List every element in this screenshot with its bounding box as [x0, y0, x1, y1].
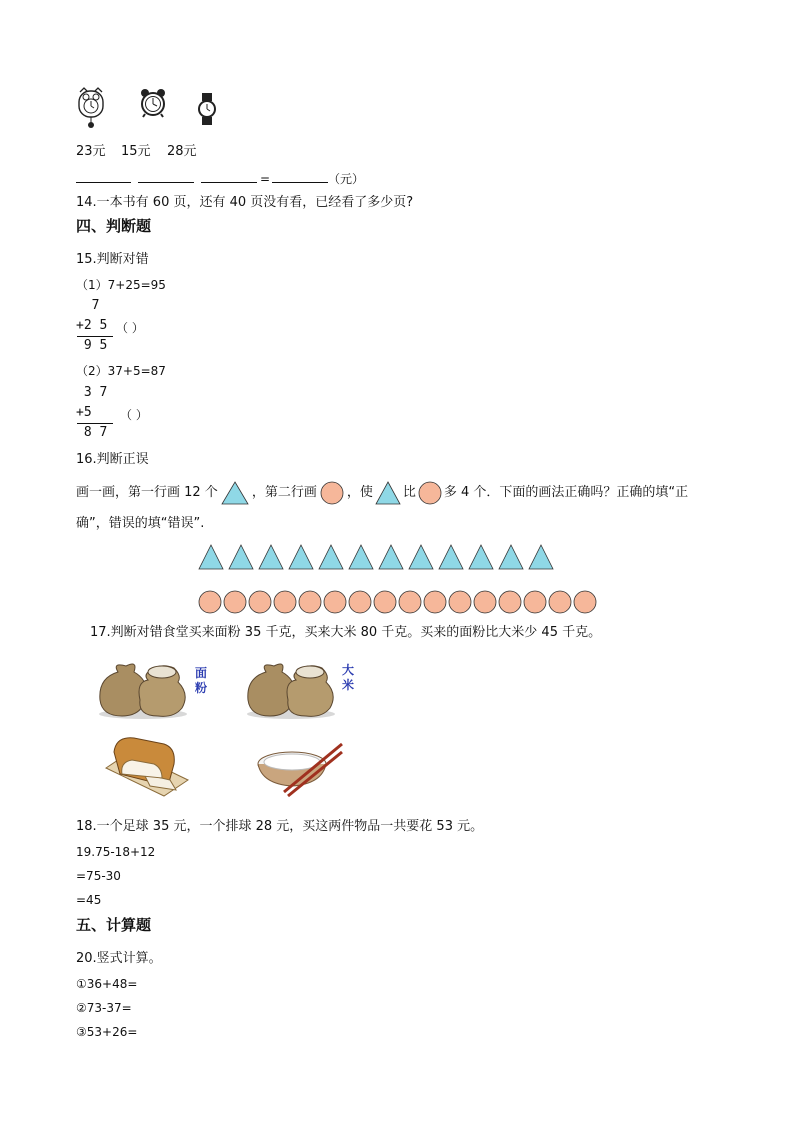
question-20-title: 20.竖式计算。: [76, 951, 162, 966]
row-circle: [523, 590, 547, 614]
rice-label-1: 大: [342, 663, 355, 677]
row-circle: [448, 590, 472, 614]
q16-text-3: ，使: [346, 485, 373, 500]
circle-row: [198, 590, 598, 614]
section-5-heading: 五、计算题: [76, 916, 152, 934]
row-triangle: [408, 544, 434, 570]
q15-p1-row2: +2 5: [76, 318, 108, 333]
triangle-icon: [221, 481, 249, 505]
row-circle: [348, 590, 372, 614]
blank-equation: [76, 170, 396, 186]
rice-bowl-image: [254, 740, 344, 798]
q15-p2-sum-line: [77, 423, 113, 424]
flour-label-2: 粉: [195, 681, 208, 695]
q19-line-3: =45: [76, 893, 102, 907]
blank-answer[interactable]: [272, 170, 328, 183]
price-alarm-clock: 15元: [121, 144, 151, 159]
q15-p1-row3: 9 5: [76, 338, 108, 353]
row-circle: [398, 590, 422, 614]
row-triangle: [288, 544, 314, 570]
question-16-title: 16.判断正误: [76, 452, 149, 467]
q20-item-2: ②73-37=: [76, 1001, 132, 1015]
row-circle: [298, 590, 322, 614]
row-circle: [573, 590, 597, 614]
row-triangle: [228, 544, 254, 570]
flour-sacks-image: [98, 654, 188, 720]
q15-p2-answer-paren[interactable]: （ ）: [120, 408, 148, 422]
row-circle: [248, 590, 272, 614]
question-15-title: 15.判断对错: [76, 252, 149, 267]
q16-instruction-line2: 确”，错误的填“错误”.: [76, 516, 205, 531]
circle-icon: [418, 481, 442, 505]
bread-image: [104, 734, 190, 798]
q15-p2-row1: 3 7: [76, 385, 108, 400]
unit-label: （元）: [328, 172, 365, 186]
row-triangle: [318, 544, 344, 570]
circle-icon: [320, 481, 344, 505]
row-circle: [323, 590, 347, 614]
rice-label-2: 米: [342, 678, 355, 692]
triangle-icon: [375, 481, 401, 505]
q20-item-1: ①36+48=: [76, 977, 138, 991]
row-circle: [223, 590, 247, 614]
section-4-heading: 四、判断题: [76, 217, 152, 235]
q16-text-4: 比: [402, 485, 416, 500]
row-triangle: [258, 544, 284, 570]
q15-p1-row1: 7: [76, 298, 100, 313]
q15-part2-label: （2）37+5=87: [76, 364, 166, 378]
question-17: 17.判断对错食堂买来面粉 35 千克，买来大米 80 千克。买来的面粉比大米少 45 千克。: [90, 625, 602, 640]
wristwatch-icon: [196, 92, 218, 126]
blank-3[interactable]: [201, 170, 257, 183]
row-circle: [473, 590, 497, 614]
q16-text-5: 多 4 个．下面的画法正确吗？正确的填“正: [443, 485, 689, 500]
question-18: 18.一个足球 35 元，一个排球 28 元，买这两件物品一共要花 53 元。: [76, 819, 484, 834]
triangle-row: [198, 544, 558, 570]
owl-clock-icon: [76, 86, 106, 130]
row-circle: [423, 590, 447, 614]
q15-part1-label: （1）7+25=95: [76, 278, 166, 292]
row-triangle: [348, 544, 374, 570]
rice-sacks-image: [246, 654, 336, 720]
row-circle: [273, 590, 297, 614]
blank-2[interactable]: [138, 170, 194, 183]
equals-sign: =: [260, 172, 271, 186]
q16-text-1: 画一画，第一行画 12 个: [76, 485, 218, 500]
q16-text-2: ，第二行画: [251, 485, 317, 500]
row-triangle: [378, 544, 404, 570]
q15-p2-row2: +5: [76, 405, 92, 420]
question-14: 14.一本书有 60 页，还有 40 页没有看，已经看了多少页?: [76, 195, 414, 210]
q16-instruction: [76, 480, 688, 506]
q20-item-3: ③53+26=: [76, 1025, 138, 1039]
row-triangle: [468, 544, 494, 570]
row-circle: [548, 590, 572, 614]
blank-1[interactable]: [76, 170, 131, 183]
row-circle: [198, 590, 222, 614]
row-triangle: [498, 544, 524, 570]
alarm-clock-icon: [138, 88, 168, 118]
q15-p1-sum-line: [77, 336, 113, 337]
row-circle: [498, 590, 522, 614]
price-wristwatch: 28元: [167, 144, 197, 159]
q15-p1-answer-paren[interactable]: （ ）: [116, 321, 144, 335]
q19-line-1: 19.75-18+12: [76, 845, 156, 859]
row-circle: [373, 590, 397, 614]
row-triangle: [528, 544, 554, 570]
q19-line-2: =75-30: [76, 869, 121, 883]
row-triangle: [438, 544, 464, 570]
row-triangle: [198, 544, 224, 570]
q15-p2-row3: 8 7: [76, 425, 108, 440]
price-owl-clock: 23元: [76, 144, 106, 159]
flour-label-1: 面: [195, 666, 208, 680]
